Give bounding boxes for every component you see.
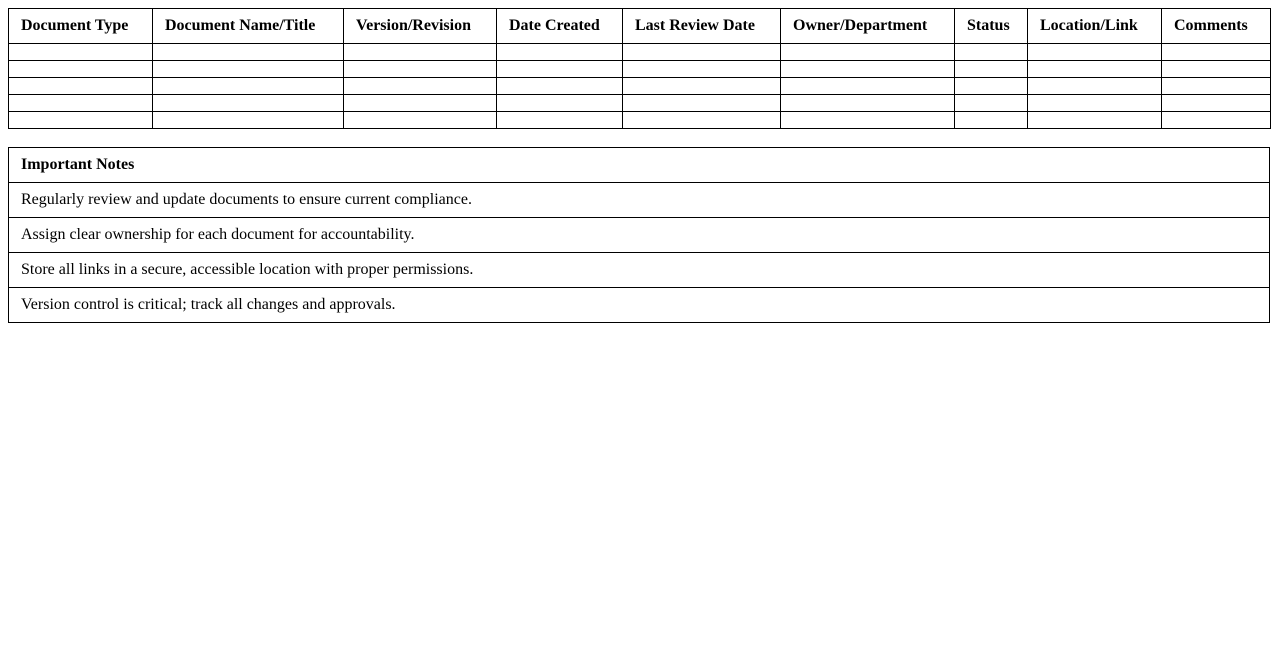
table-cell[interactable]	[9, 78, 153, 95]
table-cell[interactable]	[497, 78, 623, 95]
table-cell[interactable]	[955, 44, 1028, 61]
table-cell[interactable]	[1162, 78, 1271, 95]
table-cell[interactable]	[781, 78, 955, 95]
table-cell[interactable]	[955, 112, 1028, 129]
table-cell[interactable]	[781, 61, 955, 78]
column-header-owner-department: Owner/Department	[781, 9, 955, 44]
table-row	[9, 78, 1271, 95]
table-cell[interactable]	[497, 95, 623, 112]
table-cell[interactable]	[9, 95, 153, 112]
column-header-date-created: Date Created	[497, 9, 623, 44]
header-row	[9, 9, 1271, 44]
table-cell[interactable]	[1028, 112, 1162, 129]
table-row	[9, 95, 1271, 112]
note-row	[9, 288, 1270, 323]
table-row	[9, 112, 1271, 129]
table-cell[interactable]	[1162, 112, 1271, 129]
note-text: Assign clear ownership for each document for accountability.	[9, 218, 1270, 253]
important-notes-table	[8, 147, 1270, 323]
table-cell[interactable]	[781, 44, 955, 61]
table-cell[interactable]	[497, 112, 623, 129]
note-row	[9, 253, 1270, 288]
column-header-version: Version/Revision	[344, 9, 497, 44]
table-cell[interactable]	[9, 112, 153, 129]
table-cell[interactable]	[1028, 95, 1162, 112]
table-row	[9, 61, 1271, 78]
table-cell[interactable]	[153, 78, 344, 95]
table-cell[interactable]	[9, 44, 153, 61]
table-cell[interactable]	[623, 95, 781, 112]
document-register-table	[8, 8, 1271, 129]
table-cell[interactable]	[344, 78, 497, 95]
table-cell[interactable]	[623, 78, 781, 95]
table-cell[interactable]	[1028, 44, 1162, 61]
column-header-document-type: Document Type	[9, 9, 153, 44]
notes-header-row	[9, 148, 1270, 183]
table-cell[interactable]	[781, 112, 955, 129]
table-cell[interactable]	[1028, 78, 1162, 95]
table-cell[interactable]	[497, 44, 623, 61]
table-cell[interactable]	[153, 44, 344, 61]
table-cell[interactable]	[623, 44, 781, 61]
note-row	[9, 218, 1270, 253]
table-cell[interactable]	[781, 95, 955, 112]
table-cell[interactable]	[955, 61, 1028, 78]
note-row	[9, 183, 1270, 218]
table-cell[interactable]	[497, 61, 623, 78]
table-cell[interactable]	[344, 61, 497, 78]
table-cell[interactable]	[9, 61, 153, 78]
table-cell[interactable]	[623, 112, 781, 129]
table-cell[interactable]	[153, 61, 344, 78]
table-cell[interactable]	[344, 112, 497, 129]
note-text: Version control is critical; track all changes and approvals.	[9, 288, 1270, 323]
table-cell[interactable]	[1162, 61, 1271, 78]
table-cell[interactable]	[955, 95, 1028, 112]
column-header-status: Status	[955, 9, 1028, 44]
table-row	[9, 44, 1271, 61]
column-header-document-name: Document Name/Title	[153, 9, 344, 44]
table-cell[interactable]	[153, 95, 344, 112]
table-cell[interactable]	[1028, 61, 1162, 78]
note-text: Regularly review and update documents to ensure current compliance.	[9, 183, 1270, 218]
table-cell[interactable]	[1162, 95, 1271, 112]
note-text: Store all links in a secure, accessible location with proper permissions.	[9, 253, 1270, 288]
column-header-comments: Comments	[1162, 9, 1271, 44]
column-header-location-link: Location/Link	[1028, 9, 1162, 44]
table-cell[interactable]	[1162, 44, 1271, 61]
table-cell[interactable]	[344, 95, 497, 112]
column-header-last-review-date: Last Review Date	[623, 9, 781, 44]
table-cell[interactable]	[344, 44, 497, 61]
table-cell[interactable]	[955, 78, 1028, 95]
table-cell[interactable]	[153, 112, 344, 129]
table-cell[interactable]	[623, 61, 781, 78]
notes-heading: Important Notes	[9, 148, 1270, 183]
